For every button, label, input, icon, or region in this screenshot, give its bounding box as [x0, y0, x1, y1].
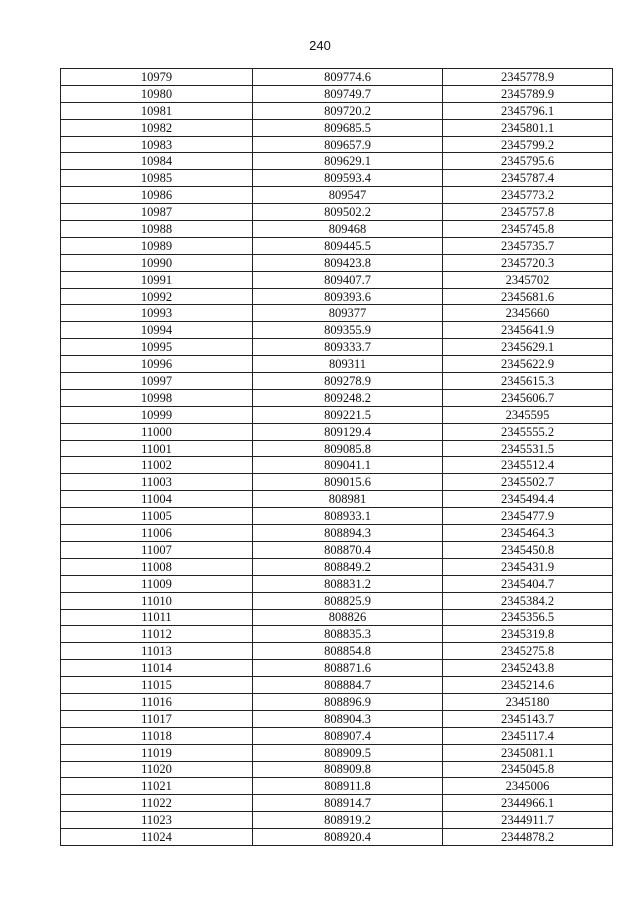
x-coordinate-cell: 808884.7	[253, 677, 443, 694]
point-number-cell: 11002	[61, 457, 253, 474]
x-coordinate-cell: 809657.9	[253, 136, 443, 153]
x-coordinate-cell: 809774.6	[253, 69, 443, 86]
table-row	[61, 778, 613, 795]
x-coordinate-cell: 808894.3	[253, 525, 443, 542]
y-coordinate-cell: 2345431.9	[443, 558, 613, 575]
point-number-cell: 10991	[61, 271, 253, 288]
point-number-cell: 11010	[61, 592, 253, 609]
point-number-cell: 10995	[61, 339, 253, 356]
x-coordinate-cell: 808920.4	[253, 829, 443, 846]
x-coordinate-cell: 808849.2	[253, 558, 443, 575]
coordinates-table-body	[61, 69, 613, 846]
point-number-cell: 10997	[61, 373, 253, 390]
x-coordinate-cell: 809468	[253, 221, 443, 238]
x-coordinate-cell: 808914.7	[253, 795, 443, 812]
table-row	[61, 423, 613, 440]
x-coordinate-cell: 809720.2	[253, 102, 443, 119]
y-coordinate-cell: 2344911.7	[443, 812, 613, 829]
point-number-cell: 10989	[61, 237, 253, 254]
y-coordinate-cell: 2344878.2	[443, 829, 613, 846]
x-coordinate-cell: 809333.7	[253, 339, 443, 356]
y-coordinate-cell: 2345629.1	[443, 339, 613, 356]
y-coordinate-cell: 2345735.7	[443, 237, 613, 254]
point-number-cell: 11024	[61, 829, 253, 846]
y-coordinate-cell: 2345615.3	[443, 373, 613, 390]
point-number-cell: 11021	[61, 778, 253, 795]
y-coordinate-cell: 2345801.1	[443, 119, 613, 136]
x-coordinate-cell: 809355.9	[253, 322, 443, 339]
table-row	[61, 727, 613, 744]
point-number-cell: 11019	[61, 744, 253, 761]
point-number-cell: 11014	[61, 660, 253, 677]
x-coordinate-cell: 808871.6	[253, 660, 443, 677]
table-row	[61, 609, 613, 626]
y-coordinate-cell: 2345045.8	[443, 761, 613, 778]
y-coordinate-cell: 2345787.4	[443, 170, 613, 187]
point-number-cell: 11013	[61, 643, 253, 660]
x-coordinate-cell: 809129.4	[253, 423, 443, 440]
x-coordinate-cell: 808870.4	[253, 541, 443, 558]
point-number-cell: 10996	[61, 356, 253, 373]
y-coordinate-cell: 2345081.1	[443, 744, 613, 761]
point-number-cell: 11003	[61, 474, 253, 491]
x-coordinate-cell: 809248.2	[253, 389, 443, 406]
point-number-cell: 10993	[61, 305, 253, 322]
table-row	[61, 829, 613, 846]
y-coordinate-cell: 2345117.4	[443, 727, 613, 744]
table-row	[61, 660, 613, 677]
y-coordinate-cell: 2345622.9	[443, 356, 613, 373]
table-row	[61, 558, 613, 575]
point-number-cell: 11017	[61, 710, 253, 727]
y-coordinate-cell: 2345464.3	[443, 525, 613, 542]
table-row	[61, 237, 613, 254]
table-row	[61, 221, 613, 238]
y-coordinate-cell: 2345660	[443, 305, 613, 322]
point-number-cell: 10983	[61, 136, 253, 153]
table-row	[61, 187, 613, 204]
point-number-cell: 10979	[61, 69, 253, 86]
point-number-cell: 10992	[61, 288, 253, 305]
y-coordinate-cell: 2345494.4	[443, 491, 613, 508]
x-coordinate-cell: 809423.8	[253, 254, 443, 271]
x-coordinate-cell: 809221.5	[253, 406, 443, 423]
point-number-cell: 11001	[61, 440, 253, 457]
point-number-cell: 10988	[61, 221, 253, 238]
x-coordinate-cell: 808981	[253, 491, 443, 508]
y-coordinate-cell: 2345512.4	[443, 457, 613, 474]
x-coordinate-cell: 808904.3	[253, 710, 443, 727]
x-coordinate-cell: 808919.2	[253, 812, 443, 829]
x-coordinate-cell: 809393.6	[253, 288, 443, 305]
x-coordinate-cell: 808909.8	[253, 761, 443, 778]
point-number-cell: 11020	[61, 761, 253, 778]
y-coordinate-cell: 2345702	[443, 271, 613, 288]
y-coordinate-cell: 2345789.9	[443, 85, 613, 102]
x-coordinate-cell: 808854.8	[253, 643, 443, 660]
y-coordinate-cell: 2345275.8	[443, 643, 613, 660]
table-row	[61, 305, 613, 322]
table-row	[61, 271, 613, 288]
y-coordinate-cell: 2345745.8	[443, 221, 613, 238]
table-row	[61, 744, 613, 761]
point-number-cell: 11016	[61, 693, 253, 710]
y-coordinate-cell: 2345143.7	[443, 710, 613, 727]
y-coordinate-cell: 2345384.2	[443, 592, 613, 609]
y-coordinate-cell: 2344966.1	[443, 795, 613, 812]
point-number-cell: 11006	[61, 525, 253, 542]
x-coordinate-cell: 809629.1	[253, 153, 443, 170]
point-number-cell: 10999	[61, 406, 253, 423]
point-number-cell: 11009	[61, 575, 253, 592]
x-coordinate-cell: 808835.3	[253, 626, 443, 643]
point-number-cell: 11012	[61, 626, 253, 643]
y-coordinate-cell: 2345606.7	[443, 389, 613, 406]
x-coordinate-cell: 809377	[253, 305, 443, 322]
x-coordinate-cell: 809502.2	[253, 204, 443, 221]
x-coordinate-cell: 809041.1	[253, 457, 443, 474]
point-number-cell: 10994	[61, 322, 253, 339]
x-coordinate-cell: 809278.9	[253, 373, 443, 390]
y-coordinate-cell: 2345006	[443, 778, 613, 795]
table-row	[61, 643, 613, 660]
point-number-cell: 11008	[61, 558, 253, 575]
table-row	[61, 85, 613, 102]
x-coordinate-cell: 809749.7	[253, 85, 443, 102]
point-number-cell: 11015	[61, 677, 253, 694]
y-coordinate-cell: 2345757.8	[443, 204, 613, 221]
point-number-cell: 11005	[61, 508, 253, 525]
x-coordinate-cell: 809593.4	[253, 170, 443, 187]
x-coordinate-cell: 809685.5	[253, 119, 443, 136]
x-coordinate-cell: 808896.9	[253, 693, 443, 710]
point-number-cell: 10998	[61, 389, 253, 406]
table-row	[61, 592, 613, 609]
y-coordinate-cell: 2345795.6	[443, 153, 613, 170]
point-number-cell: 10985	[61, 170, 253, 187]
x-coordinate-cell: 808933.1	[253, 508, 443, 525]
x-coordinate-cell: 809311	[253, 356, 443, 373]
table-row	[61, 677, 613, 694]
x-coordinate-cell: 808907.4	[253, 727, 443, 744]
y-coordinate-cell: 2345404.7	[443, 575, 613, 592]
y-coordinate-cell: 2345319.8	[443, 626, 613, 643]
x-coordinate-cell: 808911.8	[253, 778, 443, 795]
y-coordinate-cell: 2345531.5	[443, 440, 613, 457]
page-number: 240	[309, 38, 331, 53]
y-coordinate-cell: 2345595	[443, 406, 613, 423]
point-number-cell: 11011	[61, 609, 253, 626]
table-row	[61, 119, 613, 136]
y-coordinate-cell: 2345356.5	[443, 609, 613, 626]
point-number-cell: 10981	[61, 102, 253, 119]
x-coordinate-cell: 809407.7	[253, 271, 443, 288]
x-coordinate-cell: 808831.2	[253, 575, 443, 592]
coordinates-table	[60, 68, 613, 846]
table-row	[61, 761, 613, 778]
table-row	[61, 204, 613, 221]
table-row	[61, 136, 613, 153]
table-row	[61, 541, 613, 558]
y-coordinate-cell: 2345720.3	[443, 254, 613, 271]
table-row	[61, 575, 613, 592]
x-coordinate-cell: 809445.5	[253, 237, 443, 254]
x-coordinate-cell: 808909.5	[253, 744, 443, 761]
table-row	[61, 102, 613, 119]
table-row	[61, 406, 613, 423]
y-coordinate-cell: 2345799.2	[443, 136, 613, 153]
x-coordinate-cell: 809085.8	[253, 440, 443, 457]
table-row	[61, 373, 613, 390]
x-coordinate-cell: 809015.6	[253, 474, 443, 491]
table-row	[61, 170, 613, 187]
point-number-cell: 11000	[61, 423, 253, 440]
y-coordinate-cell: 2345180	[443, 693, 613, 710]
table-row	[61, 491, 613, 508]
point-number-cell: 10984	[61, 153, 253, 170]
y-coordinate-cell: 2345502.7	[443, 474, 613, 491]
table-row	[61, 254, 613, 271]
x-coordinate-cell: 809547	[253, 187, 443, 204]
table-row	[61, 812, 613, 829]
table-row	[61, 69, 613, 86]
table-row	[61, 525, 613, 542]
point-number-cell: 11022	[61, 795, 253, 812]
table-row	[61, 356, 613, 373]
table-row	[61, 440, 613, 457]
y-coordinate-cell: 2345796.1	[443, 102, 613, 119]
y-coordinate-cell: 2345773.2	[443, 187, 613, 204]
table-row	[61, 508, 613, 525]
point-number-cell: 10987	[61, 204, 253, 221]
point-number-cell: 10986	[61, 187, 253, 204]
table-row	[61, 389, 613, 406]
table-row	[61, 710, 613, 727]
point-number-cell: 11018	[61, 727, 253, 744]
table-row	[61, 474, 613, 491]
point-number-cell: 11023	[61, 812, 253, 829]
x-coordinate-cell: 808826	[253, 609, 443, 626]
table-row	[61, 339, 613, 356]
point-number-cell: 11004	[61, 491, 253, 508]
y-coordinate-cell: 2345450.8	[443, 541, 613, 558]
table-row	[61, 457, 613, 474]
table-row	[61, 322, 613, 339]
table-row	[61, 153, 613, 170]
y-coordinate-cell: 2345778.9	[443, 69, 613, 86]
point-number-cell: 11007	[61, 541, 253, 558]
table-row	[61, 288, 613, 305]
table-row	[61, 626, 613, 643]
table-row	[61, 795, 613, 812]
point-number-cell: 10980	[61, 85, 253, 102]
point-number-cell: 10990	[61, 254, 253, 271]
point-number-cell: 10982	[61, 119, 253, 136]
y-coordinate-cell: 2345555.2	[443, 423, 613, 440]
table-row	[61, 693, 613, 710]
y-coordinate-cell: 2345477.9	[443, 508, 613, 525]
x-coordinate-cell: 808825.9	[253, 592, 443, 609]
y-coordinate-cell: 2345243.8	[443, 660, 613, 677]
y-coordinate-cell: 2345214.6	[443, 677, 613, 694]
y-coordinate-cell: 2345681.6	[443, 288, 613, 305]
y-coordinate-cell: 2345641.9	[443, 322, 613, 339]
